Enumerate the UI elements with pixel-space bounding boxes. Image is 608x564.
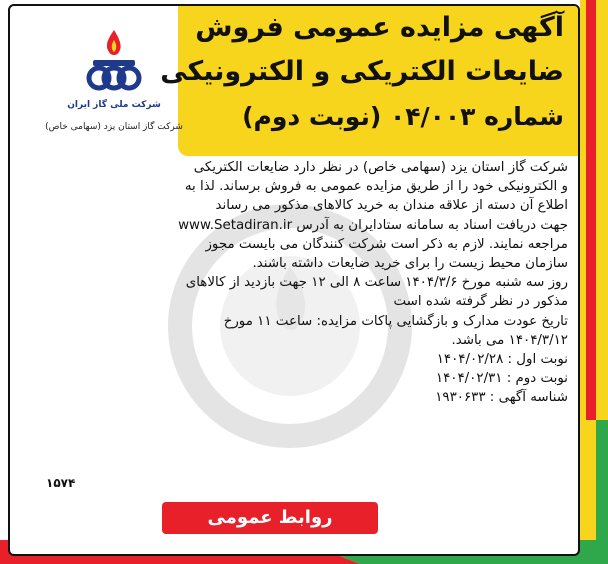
body-line: سازمان محیط زیست را برای خرید ضایعات داشته باشند. (252, 256, 568, 272)
title-banner (160, 6, 578, 156)
body-line: تاریخ عودت مدارک و بازگشایی پاکات مزایده: ساعت ۱۱ مورخ (223, 313, 568, 329)
company-logo (34, 26, 194, 146)
body-line: مذکور در نظر گرفته شده است (393, 294, 568, 310)
body-line: مراجعه نمایند. لازم به ذکر است شرکت کنندگان می بایست مجوز (205, 236, 568, 252)
flame-logo-icon (79, 26, 149, 98)
body-line: و الکترونیکی خود را از طریق مزایده عمومی به فروش برساند. لذا به (184, 179, 568, 195)
first-publication-date: نوبت اول : ۱۴۰۴/۰۲/۲۸ (436, 352, 568, 368)
ad-number: ۱۵۷۴ (46, 476, 76, 490)
ad-identifier: شناسه آگهی : ۱۹۳۰۶۳۳ (435, 390, 568, 406)
logo-org-name: شرکت ملی گاز ایران (67, 100, 161, 110)
title-line-2: ضایعات الکتریکی و الکترونیکی (160, 56, 564, 87)
ad-card (8, 4, 580, 556)
body-line: اطلاع آن دسته از علاقه مندان به خرید کالاهای مذکور می رساند (215, 198, 568, 214)
public-relations-footer: روابط عمومی (162, 502, 378, 534)
ad-body-text (24, 158, 568, 408)
logo-subtitle: شرکت گاز استان یزد (سهامی خاص) (45, 122, 183, 132)
title-line-1: آگهی مزایده عمومی فروش (195, 12, 564, 43)
body-line: شرکت گاز استان یزد (سهامی خاص) در نظر دارد ضایعات الکتریکی (193, 160, 568, 175)
body-line: جهت دریافت اسناد به سامانه ستادایران به آدرس www.Setadiran.ir (178, 217, 568, 233)
body-line: ۱۴۰۴/۳/۱۲ می باشد. (451, 332, 568, 348)
second-publication-date: نوبت دوم : ۱۴۰۴/۰۲/۳۱ (435, 371, 568, 387)
body-line: روز سه شنبه مورخ ۱۴۰۴/۳/۶ ساعت ۸ الی ۱۲ جهت بازدید از کالاهای (185, 275, 568, 291)
title-line-3: شماره ۰۴/۰۰۳ (نوبت دوم) (242, 102, 564, 131)
